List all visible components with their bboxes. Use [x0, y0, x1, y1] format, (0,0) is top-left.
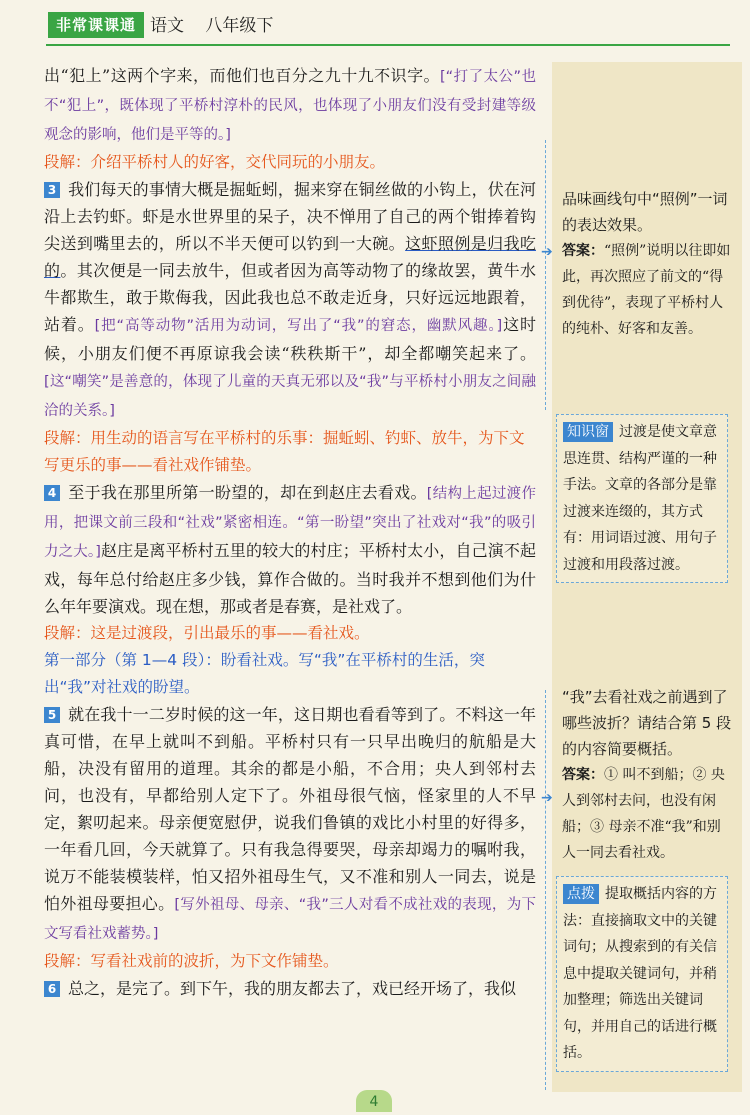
page-number: 4: [356, 1090, 392, 1112]
body-text: 就在我十一二岁时候的这一年，这日期也看看等到了。不料这一年真可惜，在早上就叫不到船。平桥村只有一只早出晚归的航船是大船，决没有留用的道理。其余的都是小船，不合用；央人到邻村去问，也没有，早都给别人定下了。外祖母很气恼，怪家里的人不早定，絮叨起来。母亲便宽慰伊，说我们鲁镇的戏比小村里的好得多，一年看几回，今天就算了。只有我急得要哭，母亲却竭力的嘱咐我，说万不能装模装样，怕又招外祖母生气，又不准和别人一同去，说是怕外祖母要担心。: [44, 705, 536, 913]
question-2: [562, 684, 734, 866]
main-text-column: [44, 62, 536, 1002]
body-text: 出“犯上”这两个字来，而他们也百分之九十九不识字。: [44, 66, 441, 85]
answer-text: [562, 238, 734, 342]
answer-content: “照例”说明以往即如此，再次照应了前文的“得到优待”，表现了平桥村人的纯朴、好客和友善。: [562, 243, 731, 337]
paragraph-number: 6: [44, 981, 60, 997]
section-explanation: 段解：这是过渡段，引出最乐的事——看社戏。: [44, 624, 370, 642]
connector-line: [545, 690, 546, 1090]
tip-content: 提取概括内容的方法：直接摘取文中的关键词句；从搜索到的有关信息中提取关键词句，并稍加整理；筛选出关键词句，并用自己的话进行概括。: [563, 886, 717, 1061]
paragraph-number: 3: [44, 182, 60, 198]
body-text: 。其次便是一同去放牛，但或者因为高等动物了的缘故罢，黄牛水牛都欺生，敢于欺侮我，因此我也总不敢走近身，只好远远地跟着，站着。: [44, 261, 536, 334]
body-text: 至于我在那里所第一盼望的，却在到赵庄去看戏。: [68, 483, 427, 502]
annotation: [这“嘲笑”是善意的，体现了儿童的天真无邪以及“我”与平桥村小朋友之间融洽的关系。]: [44, 374, 536, 419]
hint-box: [556, 876, 728, 1072]
annotation: [“打了太公”也不“犯上”，既体现了平桥村淳朴的民风，也体现了小朋友们没有受封建等级观念的影响，他们是平等的。]: [44, 69, 536, 143]
arrow-right-icon: ➔: [541, 790, 553, 806]
body-text: 这时候，小朋友们便不再原谅我会读“秩秩斯干”，却全都嘲笑起来了。: [44, 315, 536, 363]
tip-text: [563, 881, 721, 1067]
underlined-sentence: 这虾照例是归我吃的: [44, 234, 536, 280]
annotation: [结构上起过渡作用，把课文前三段和“社戏”紧密相连。“第一盼望”突出了社戏对“我”的吸引力之大。]: [44, 486, 536, 560]
arrow-right-icon: ➔: [541, 244, 553, 260]
annotation: [写外祖母、母亲、“我”三人对看不成社戏的表现，为下文写看社戏蓄势。]: [44, 897, 536, 942]
answer-content: ① 叫不到船；② 央人到邻村去问，也没有闲船；③ 母亲不准“我”和别人一同去看社戏。: [562, 767, 725, 861]
body-text: 总之，是完了。到下午，我的朋友都去了，戏已经开场了，我似: [68, 979, 517, 998]
annotation: [把“高等动物”活用为动词，写出了“我”的窘态，幽默风趣。]: [94, 318, 503, 334]
section-explanation: 段解：介绍平桥村人的好客，交代同玩的小朋友。: [44, 153, 386, 171]
question-1: [562, 186, 734, 342]
section-explanation: 段解：用生动的语言写在平桥村的乐事：掘蚯蚓、钓虾、放牛，为下文写更乐的事——看社戏作铺垫。: [44, 429, 525, 474]
tip-text: [563, 419, 721, 578]
question-text: “我”去看社戏之前遇到了哪些波折？请结合第 5 段的内容简要概括。: [562, 688, 732, 758]
subject-label: 语文: [150, 16, 184, 36]
paragraph-5: [44, 701, 536, 948]
series-badge: 非常课课通: [48, 12, 144, 38]
paragraph-4: [44, 479, 536, 620]
answer-label: 答案：: [562, 243, 604, 259]
question-text: 品味画线句中“照例”一词的表达效果。: [562, 190, 728, 234]
body-text: 赵庄是离平桥村五里的较大的村庄；平桥村太小，自己演不起戏，每年总付给赵庄多少钱，算作合做的。当时我并不想到他们为什么年年要演戏。现在想，那或者是春赛，是社戏了。: [44, 541, 536, 616]
section-explanation: 段解：写看社戏前的波折，为下文作铺垫。: [44, 952, 339, 970]
body-text: 我们每天的事情大概是掘蚯蚓，掘来穿在铜丝做的小钩上，伏在河沿上去钓虾。虾是水世界里的呆子，决不惮用了自己的两个钳捧着钩尖送到嘴里去的，所以不半天便可以钓到一大碗。: [44, 180, 536, 253]
tip-content: 过渡是使文章意思连贯、结构严谨的一种手法。文章的各部分是靠过渡来连缀的，其方式有：用词语过渡、用句子过渡和用段落过渡。: [563, 424, 717, 573]
paragraph-6: [44, 975, 536, 1002]
hint-tag: 点拨: [563, 884, 599, 904]
paragraph-number: 5: [44, 707, 60, 723]
connector-line: [545, 140, 546, 410]
header-title: [150, 13, 289, 39]
answer-text: [562, 762, 734, 866]
page-header: [0, 0, 750, 52]
part-summary: 第一部分（第 1—4 段）：盼看社戏。写“我”在平桥村的生活，突出“我”对社戏的盼望。: [44, 651, 485, 696]
knowledge-window: [556, 414, 728, 583]
grade-label: 八年级下: [205, 16, 274, 36]
knowledge-window-tag: 知识窗: [563, 422, 613, 442]
answer-label: 答案：: [562, 767, 604, 783]
header-divider: [46, 44, 730, 46]
paragraph-3: [44, 176, 536, 425]
paragraph-number: 4: [44, 485, 60, 501]
paragraph-intro: [44, 62, 536, 149]
